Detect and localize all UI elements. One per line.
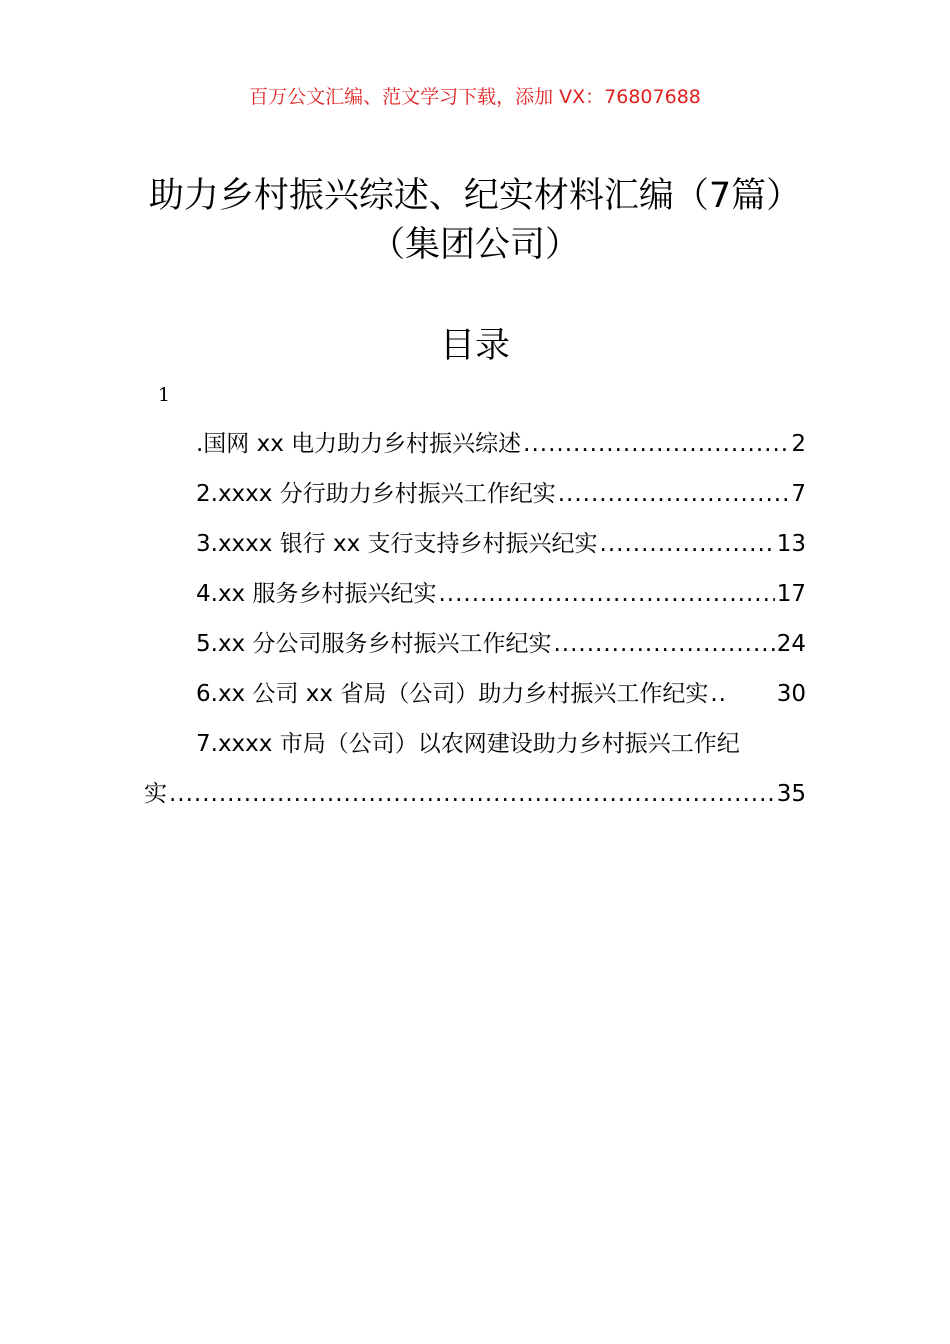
toc-entry-title: 4.xx 服务乡村振兴纪实 xyxy=(196,581,437,607)
toc-entry-title: .国网 xx 电力助力乡村振兴综述 xyxy=(196,431,522,457)
toc-leader-dots xyxy=(558,476,790,512)
toc-leader-dots xyxy=(523,426,789,462)
toc-stray-number: 1 xyxy=(158,384,171,406)
toc-entry-page: 35 xyxy=(776,781,806,807)
toc-entry-page: 2 xyxy=(791,431,806,457)
toc-entry-7[interactable] xyxy=(144,776,806,812)
toc-entry-4[interactable] xyxy=(196,576,806,612)
toc-entry-7-title-line-1[interactable]: 7.xxxx 市局（公司）以农网建设助力乡村振兴工作纪 xyxy=(196,731,740,757)
toc-entry-3[interactable] xyxy=(196,526,806,562)
toc-entry-page: 13 xyxy=(776,531,806,557)
toc-heading: 目录 xyxy=(439,326,510,366)
toc-leader-dots xyxy=(438,576,774,612)
toc-entry-7-title-line-2: 实 xyxy=(144,781,167,807)
toc-entry-6[interactable] xyxy=(196,676,806,712)
header-watermark-note: 百万公文汇编、范文学习下载，添加 VX：76807688 xyxy=(249,86,701,108)
toc-leader-dots xyxy=(169,776,775,812)
toc-entry-1[interactable] xyxy=(196,426,806,462)
toc-entry-title: 5.xx 分公司服务乡村振兴工作纪实 xyxy=(196,631,552,657)
toc-entry-5[interactable] xyxy=(196,626,806,662)
toc-entry-page: 7 xyxy=(791,481,806,507)
toc-entry-title: 6.xx 公司 xx 省局（公司）助力乡村振兴工作纪实 xyxy=(196,681,709,707)
toc-entry-title: 3.xxxx 银行 xx 支行支持乡村振兴纪实 xyxy=(196,531,598,557)
document-title-line-1: 助力乡村振兴综述、纪实材料汇编（7篇） xyxy=(148,176,802,216)
toc-entry-page: 30 xyxy=(776,681,806,707)
toc-leader-dots xyxy=(710,676,774,712)
toc-leader-dots xyxy=(553,626,774,662)
document-title-line-2: （集团公司） xyxy=(369,225,580,265)
toc-entry-title: 2.xxxx 分行助力乡村振兴工作纪实 xyxy=(196,481,556,507)
toc-entry-2[interactable] xyxy=(196,476,806,512)
toc-entry-page: 24 xyxy=(776,631,806,657)
toc-leader-dots xyxy=(600,526,775,562)
toc-entry-page: 17 xyxy=(776,581,806,607)
